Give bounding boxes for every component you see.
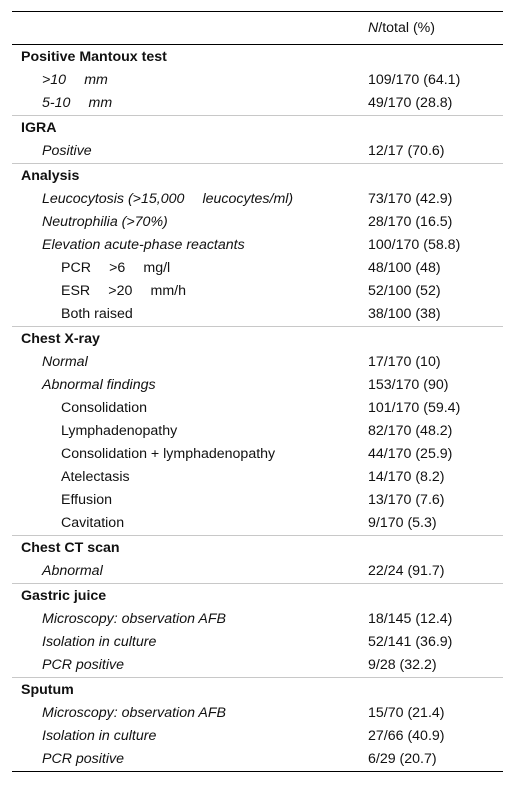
row-value: 22/24 (91.7) xyxy=(368,563,445,579)
row-label: Neutrophilia (>70%) xyxy=(42,214,168,230)
column-header-n-total xyxy=(368,12,435,44)
table-header-row xyxy=(12,12,503,44)
table-row xyxy=(12,725,503,748)
table-row xyxy=(12,188,503,211)
row-value: 153/170 (90) xyxy=(368,377,449,393)
row-value: 17/170 (10) xyxy=(368,354,441,370)
table-row xyxy=(12,92,503,115)
table-body xyxy=(12,45,503,771)
section-heading: IGRA xyxy=(21,120,57,136)
section-heading-row xyxy=(12,327,503,351)
row-label: Effusion xyxy=(61,492,113,508)
table-row xyxy=(12,257,503,280)
table-bottom-rule xyxy=(12,771,503,772)
section-heading-row xyxy=(12,45,503,69)
row-value: 38/100 (38) xyxy=(368,306,441,322)
table-row xyxy=(12,374,503,397)
section-heading: Gastric juice xyxy=(21,588,107,604)
row-value: 18/145 (12.4) xyxy=(368,611,453,627)
row-label: PCR positive xyxy=(42,657,125,673)
section-heading-row xyxy=(12,678,503,702)
table-row xyxy=(12,140,503,163)
row-label: ESR >20 mm/h xyxy=(61,283,186,299)
section-heading-row xyxy=(12,584,503,608)
row-label: Microscopy: observation AFB xyxy=(42,705,226,721)
table-row xyxy=(12,351,503,374)
table-row xyxy=(12,512,503,535)
table-row xyxy=(12,234,503,257)
table-row xyxy=(12,466,503,489)
row-label: Elevation acute-phase reactants xyxy=(42,237,245,253)
row-value: 82/170 (48.2) xyxy=(368,423,453,439)
row-value: 6/29 (20.7) xyxy=(368,751,437,767)
row-value: 27/66 (40.9) xyxy=(368,728,445,744)
table-row xyxy=(12,280,503,303)
row-value: 28/170 (16.5) xyxy=(368,214,453,230)
column-header-n: N xyxy=(368,20,379,36)
section-heading-row xyxy=(12,116,503,140)
row-value: 73/170 (42.9) xyxy=(368,191,453,207)
row-label: Normal xyxy=(42,354,88,370)
row-label: PCR >6 mg/l xyxy=(61,260,171,276)
table-row xyxy=(12,560,503,583)
table-row xyxy=(12,420,503,443)
row-label: Microscopy: observation AFB xyxy=(42,611,226,627)
section-heading: Analysis xyxy=(21,168,80,184)
row-label: Consolidation xyxy=(61,400,147,416)
row-value: 9/28 (32.2) xyxy=(368,657,437,673)
row-label: >10 mm xyxy=(42,72,108,88)
section-heading: Sputum xyxy=(21,682,74,698)
row-label: Both raised xyxy=(61,306,133,322)
row-value: 52/141 (36.9) xyxy=(368,634,453,650)
table-row xyxy=(12,303,503,326)
table-row xyxy=(12,69,503,92)
table-row xyxy=(12,631,503,654)
section-heading: Chest X-ray xyxy=(21,331,100,347)
table-row xyxy=(12,748,503,771)
row-label: Leucocytosis (>15,000 leucocytes/ml) xyxy=(42,191,294,207)
section-heading-row xyxy=(12,164,503,188)
row-label: Isolation in culture xyxy=(42,728,157,744)
row-value: 52/100 (52) xyxy=(368,283,441,299)
row-label: Positive xyxy=(42,143,92,159)
row-value: 101/170 (59.4) xyxy=(368,400,461,416)
row-value: 48/100 (48) xyxy=(368,260,441,276)
row-value: 13/170 (7.6) xyxy=(368,492,445,508)
row-label: Abnormal findings xyxy=(42,377,156,393)
row-label: Cavitation xyxy=(61,515,125,531)
row-value: 100/170 (58.8) xyxy=(368,237,461,253)
row-value: 109/170 (64.1) xyxy=(368,72,461,88)
row-label: Consolidation + lymphadenopathy xyxy=(61,446,276,462)
row-value: 44/170 (25.9) xyxy=(368,446,453,462)
row-value: 14/170 (8.2) xyxy=(368,469,445,485)
row-label: PCR positive xyxy=(42,751,125,767)
section-heading: Chest CT scan xyxy=(21,540,120,556)
row-label: Atelectasis xyxy=(61,469,130,485)
table-row xyxy=(12,443,503,466)
row-label: Lymphadenopathy xyxy=(61,423,178,439)
row-label: 5-10 mm xyxy=(42,95,113,111)
table-row xyxy=(12,702,503,725)
section-heading: Positive Mantoux test xyxy=(21,49,167,65)
column-header-total: /total (%) xyxy=(378,20,436,36)
row-value: 15/70 (21.4) xyxy=(368,705,445,721)
table-row xyxy=(12,211,503,234)
row-label: Isolation in culture xyxy=(42,634,157,650)
row-value: 12/17 (70.6) xyxy=(368,143,445,159)
table-row xyxy=(12,489,503,512)
table-row xyxy=(12,608,503,631)
row-value: 9/170 (5.3) xyxy=(368,515,437,531)
results-table xyxy=(12,11,503,772)
section-heading-row xyxy=(12,536,503,560)
table-row xyxy=(12,654,503,677)
row-value: 49/170 (28.8) xyxy=(368,95,453,111)
row-label: Abnormal xyxy=(42,563,103,579)
table-row xyxy=(12,397,503,420)
